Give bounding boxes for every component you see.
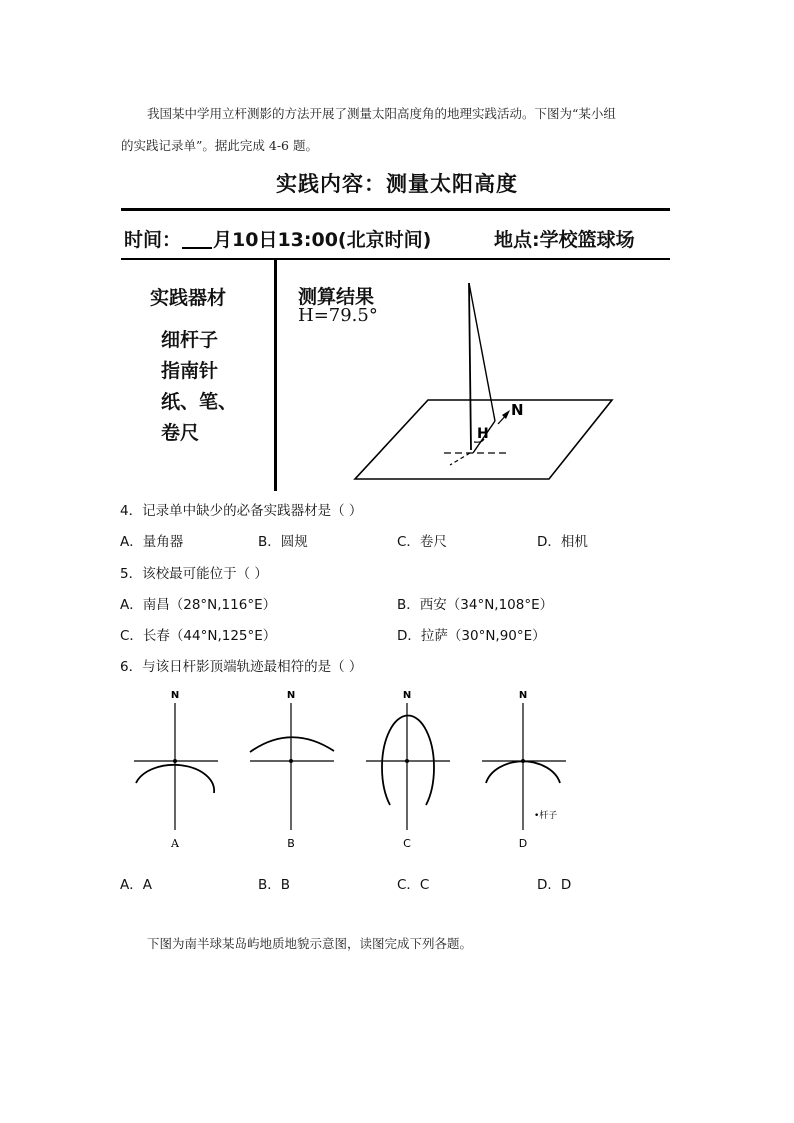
time-value: 月10日13:00(北京时间)	[213, 229, 432, 251]
q6-option-c[interactable]: C．C	[397, 877, 430, 893]
figure-label: A	[171, 837, 179, 850]
q6-figure-b	[244, 685, 339, 855]
equipment-item: 指南针	[161, 360, 219, 382]
shadow-trajectory	[250, 737, 334, 752]
q5-option-a[interactable]: A．南昌（28°N,116°E）	[120, 597, 277, 613]
month-blank	[182, 229, 212, 249]
q4-option-a[interactable]: A．量角器	[120, 534, 184, 550]
q6-option-b[interactable]: B．B	[258, 877, 291, 893]
q6-figure-c	[360, 685, 455, 855]
north-label: N	[511, 401, 524, 419]
q5-option-b[interactable]: B．西安（34°N,108°E）	[397, 597, 554, 613]
q4-option-d[interactable]: D．相机	[537, 534, 588, 550]
pole-shadow-diagram	[340, 275, 620, 485]
record-place: 地点:学校篮球场	[494, 229, 635, 251]
q6-figure-a	[128, 685, 223, 855]
north-label: N	[286, 690, 296, 701]
q6-stem: 6．与该日杆影顶端轨迹最相符的是（ ）	[120, 659, 363, 675]
record-title: 实践内容：测量太阳高度	[276, 172, 518, 196]
closing-line: 下图为南半球某岛屿地质地貌示意图，读图完成下列各题。	[147, 936, 473, 951]
record-mid-rule	[121, 258, 670, 260]
q4-stem: 4．记录单中缺少的必备实践器材是（ ）	[120, 503, 363, 519]
equipment-item: 纸、笔、	[161, 391, 238, 413]
angle-label: H	[477, 426, 489, 442]
pole	[469, 283, 471, 450]
q5-stem: 5．该校最可能位于（ ）	[120, 566, 268, 582]
record-top-rule	[121, 208, 670, 211]
q4-option-b[interactable]: B．圆规	[258, 534, 308, 550]
intro-line-2: 的实践记录单”。据此完成 4-6 题。	[121, 138, 318, 153]
figure-label: C	[403, 837, 411, 850]
north-label: N	[170, 690, 180, 701]
pole-note: •杆子	[534, 811, 558, 821]
q5-option-d[interactable]: D．拉萨（30°N,90°E）	[397, 628, 546, 644]
south-dashed-line	[450, 453, 470, 465]
q6-option-a[interactable]: A．A	[120, 877, 152, 893]
figure-label: D	[518, 837, 528, 850]
intro-line-1: 我国某中学用立杆测影的方法开展了测量太阳高度角的地理实践活动。下图为“某小组	[147, 106, 616, 121]
result-value: H=79.5°	[298, 305, 378, 326]
q4-option-c[interactable]: C．卷尺	[397, 534, 447, 550]
figure-label: B	[287, 837, 295, 850]
equipment-item: 细杆子	[161, 329, 219, 351]
record-time	[124, 225, 431, 252]
time-label: 时间：	[124, 229, 182, 251]
q6-figure-d	[476, 685, 576, 855]
result-heading: 测算结果	[298, 286, 375, 308]
north-label: N	[402, 690, 412, 701]
record-column-divider	[274, 259, 277, 491]
equipment-heading: 实践器材	[150, 287, 227, 309]
north-label: N	[518, 690, 528, 701]
q6-option-d[interactable]: D．D	[537, 877, 572, 893]
q5-option-c[interactable]: C．长春（44°N,125°E）	[120, 628, 277, 644]
equipment-item: 卷尺	[161, 422, 200, 444]
